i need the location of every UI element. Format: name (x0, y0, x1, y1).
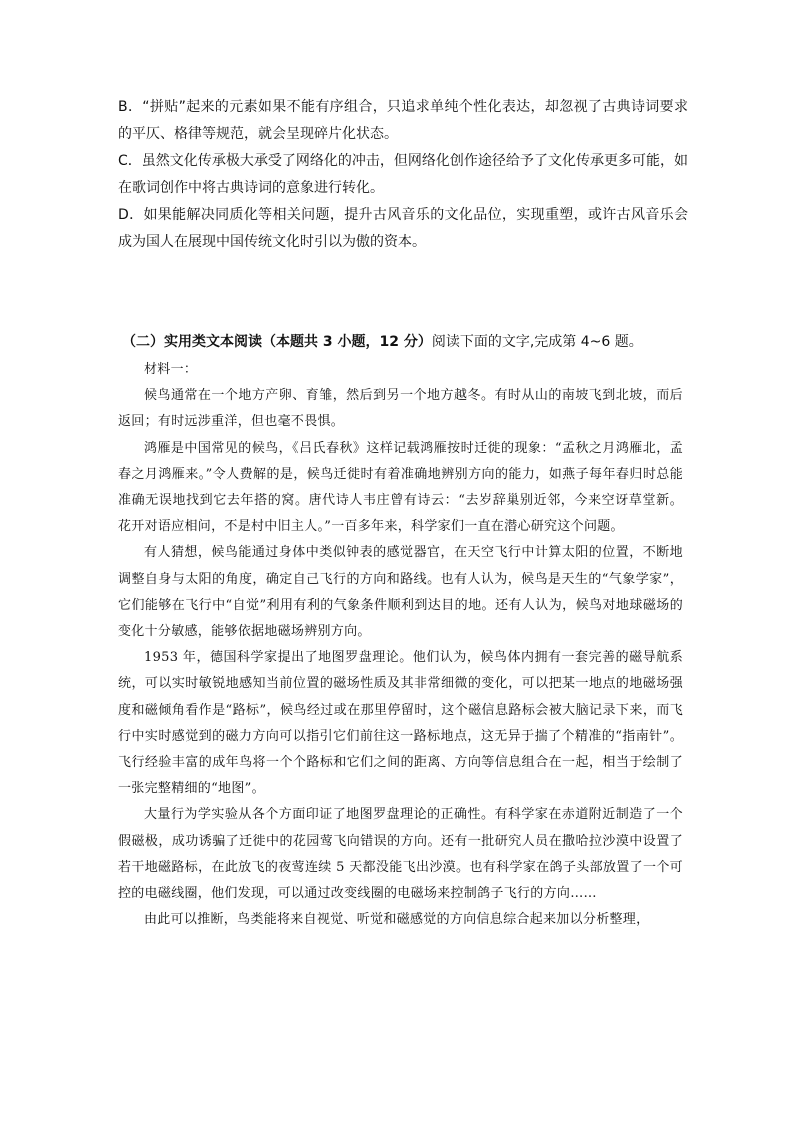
section-heading (122, 330, 722, 354)
material-paragraph: 1953 年，德国科学家提出了地图罗盘理论。他们认为，候鸟体内拥有一套完善的磁导航系统，可以实时敏锐地感知当前位置的磁场性质及其非常细微的变化，可以把某一地点的地磁场强度和磁倾角看作是“路标”，候鸟经过或在那里停留时，这个磁信息路标会被大脑记录下来，而飞行中实时感觉到的磁力方向可以指引它们前往这一路标地点，这无异于揣了个精准的“指南针”。飞行经验丰富的成年鸟将一个个路标和它们之间的距离、方向等信息组合在一起，相当于绘制了一张完整精细的“地图”。 (118, 650, 683, 797)
material-paragraph: 有人猜想，候鸟能通过身体中类似钟表的感觉器官，在天空飞行中计算太阳的位置，不断地调整自身与太阳的角度，确定自己飞行的方向和路线。也有人认为，候鸟是天生的“气象学家”，它们能够在飞行中“自觉”利用有利的气象条件顺利到达目的地。还有人认为，候鸟对地球磁场的变化十分敏感，能够依据地磁场辨别方向。 (118, 545, 683, 640)
material-paragraph: 鸿雁是中国常见的候鸟，《吕氏春秋》这样记载鸿雁按时迁徙的现象：“孟秋之月鸿雁北，孟春之月鸿雁来。”令人费解的是，候鸟迁徙时有着准确地辨别方向的能力，如燕子每年春归时总能准确无误地找到它去年搭的窝。唐代诗人韦庄曾有诗云：“去岁辞巢别近邻，今来空讶草堂新。花开对语应相问，不是村中旧主人。”一百多年来，科学家们一直在潜心研究这个问题。 (118, 440, 683, 535)
section-instruction: 阅读下面的文字,完成第 4~6 题。 (431, 334, 643, 350)
answer-options (118, 94, 688, 256)
reading-material (118, 357, 683, 933)
material-paragraph: 大量行为学实验从各个方面印证了地图罗盘理论的正确性。有科学家在赤道附近制造了一个假磁极，成功诱骗了迁徙中的花园莺飞向错误的方向。还有一批研究人员在撒哈拉沙漠中设置了若干地磁路标，在此放飞的夜莺连续 5 天都没能飞出沙漠。也有科学家在鸽子头部放置了一个可控的电磁线圈，他们发现，可以通过改变线圈的电磁场来控制鸽子飞行的方向…… (118, 807, 683, 902)
material-paragraph: 候鸟通常在一个地方产卵、育雏，然后到另一个地方越冬。有时从山的南坡飞到北坡，而后返回；有时远涉重洋，但也毫不畏惧。 (118, 388, 683, 430)
option-d: D．如果能解决同质化等相关问题，提升古风音乐的文化品位，实现重塑，或许古风音乐会成为国人在展现中国传统文化时引以为傲的资本。 (118, 207, 688, 250)
option-c: C．虽然文化传承极大承受了网络化的冲击，但网络化创作途径给予了文化传承更多可能，如在歌词创作中将古典诗词的意象进行转化。 (118, 153, 688, 196)
material-label: 材料一： (144, 362, 198, 377)
material-paragraph: 由此可以推断，鸟类能将来自视觉、听觉和磁感觉的方向信息综合起来加以分析整理， (144, 912, 650, 928)
option-b: B．“拼贴”起来的元素如果不能有序组合，只追求单纯个性化表达，却忽视了古典诗词要求的平仄、格律等规范，就会呈现碎片化状态。 (118, 99, 688, 142)
section-title: （二）实用类文本阅读（本题共 3 小题，12 分） (122, 334, 432, 350)
